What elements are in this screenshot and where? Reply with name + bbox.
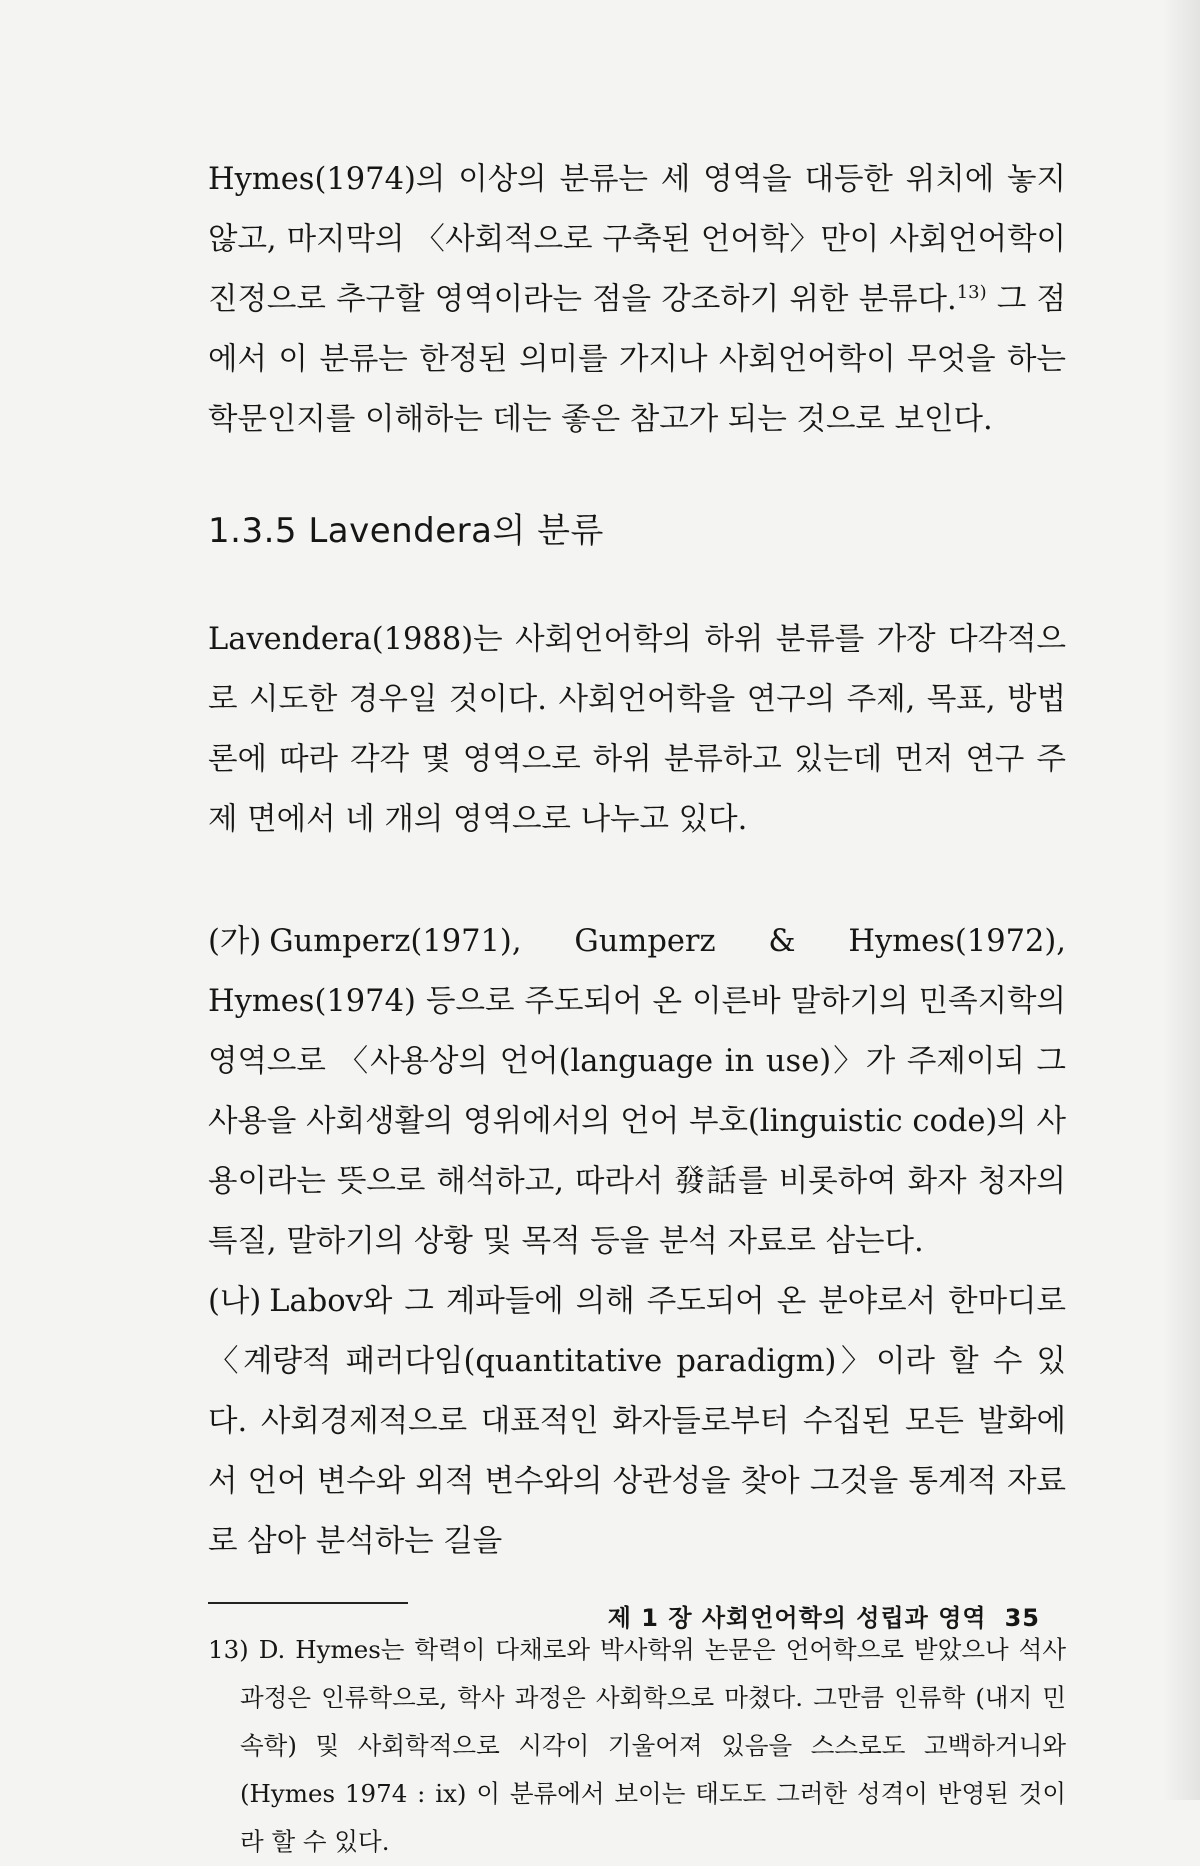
lavendera-paragraph: Lavendera(1988)는 사회언어학의 하위 분류를 가장 다각적으로 시도한 경우일 것이다. 사회언어학을 연구의 주제, 목표, 방법론에 따라 각각 몇 영역으로 하위 분류하고 있는데 먼저 연구 주제 면에서 네 개의 영역으로 나누고 있다. [208, 622, 1066, 837]
section-heading: 1.3.5 Lavendera의 분류 [208, 511, 604, 551]
list-item-label: (가) [208, 924, 262, 959]
intro-paragraph [208, 150, 1066, 450]
list-item-label: (나) [208, 1284, 262, 1319]
footnote-marker: 13) [956, 281, 987, 303]
intro-text-1: Hymes(1974)의 이상의 분류는 세 영역을 대등한 위치에 놓지 않고, 마지막의 〈사회적으로 구축된 언어학〉만이 사회언어학이 진정으로 추구할 영역이라는 점을 강조하기 위한 분류다. [208, 162, 1066, 317]
footnote: 13) D. Hymes는 학력이 다채로와 박사학위 논문은 언어학으로 받았으나 석사 과정은 인류학으로, 학사 과정은 사회학으로 마쳤다. 그만큼 인류학 (내지 민속학) 및 사회학적으로 시각이 기울어져 있음을 스스로도 고백하거니와 (Hymes 1974 : ix) 이 분류에서 보이는 태도도 그러한 성격이 반영된 것이라 할 수 있다. [208, 1635, 1066, 1856]
list-item-text: Gumperz(1971), Gumperz & Hymes(1972), Hymes(1974) 등으로 주도되어 온 이른바 말하기의 민족지학의 영역으로 〈사용상의 언어(language in use)〉가 주제이되 그 사용을 사회생활의 영위에서의 언어 부호(linguistic code)의 사용이라는 뜻으로 해석하고, 따라서 發話를 비롯하여 화자 청자의 특질, 말하기의 상황 및 목적 등을 분석 자료로 삼는다. [208, 924, 1066, 1259]
intro-text-2: 그 점에서 이 분류는 한정된 의미를 가지나 사회언어학이 무엇을 하는 학문인지를 이해하는 데는 좋은 참고가 되는 것으로 보인다. [208, 282, 1066, 437]
page-edge-shadow [1162, 0, 1200, 1800]
list-item-text: Labov와 그 계파들에 의해 주도되어 온 분야로서 한마디로 〈계량적 패러다임(quantitative paradigm)〉이라 할 수 있다. 사회경제적으로 대표적인 화자들로부터 수집된 모든 발화에서 언어 변수와 외적 변수와의 상관성을 찾아 그것을 통계적 자료로 삼아 분석하는 길을 [208, 1284, 1066, 1559]
list-item [208, 1272, 1066, 1572]
list-item [208, 912, 1066, 1272]
chapter-title: 제 1 장 사회언어학의 성립과 영역 [607, 1604, 987, 1632]
footnote-divider [208, 1602, 408, 1604]
running-footer [608, 1598, 1040, 1633]
page-number: 35 [1004, 1604, 1040, 1632]
paragraph-gap [208, 850, 1066, 912]
